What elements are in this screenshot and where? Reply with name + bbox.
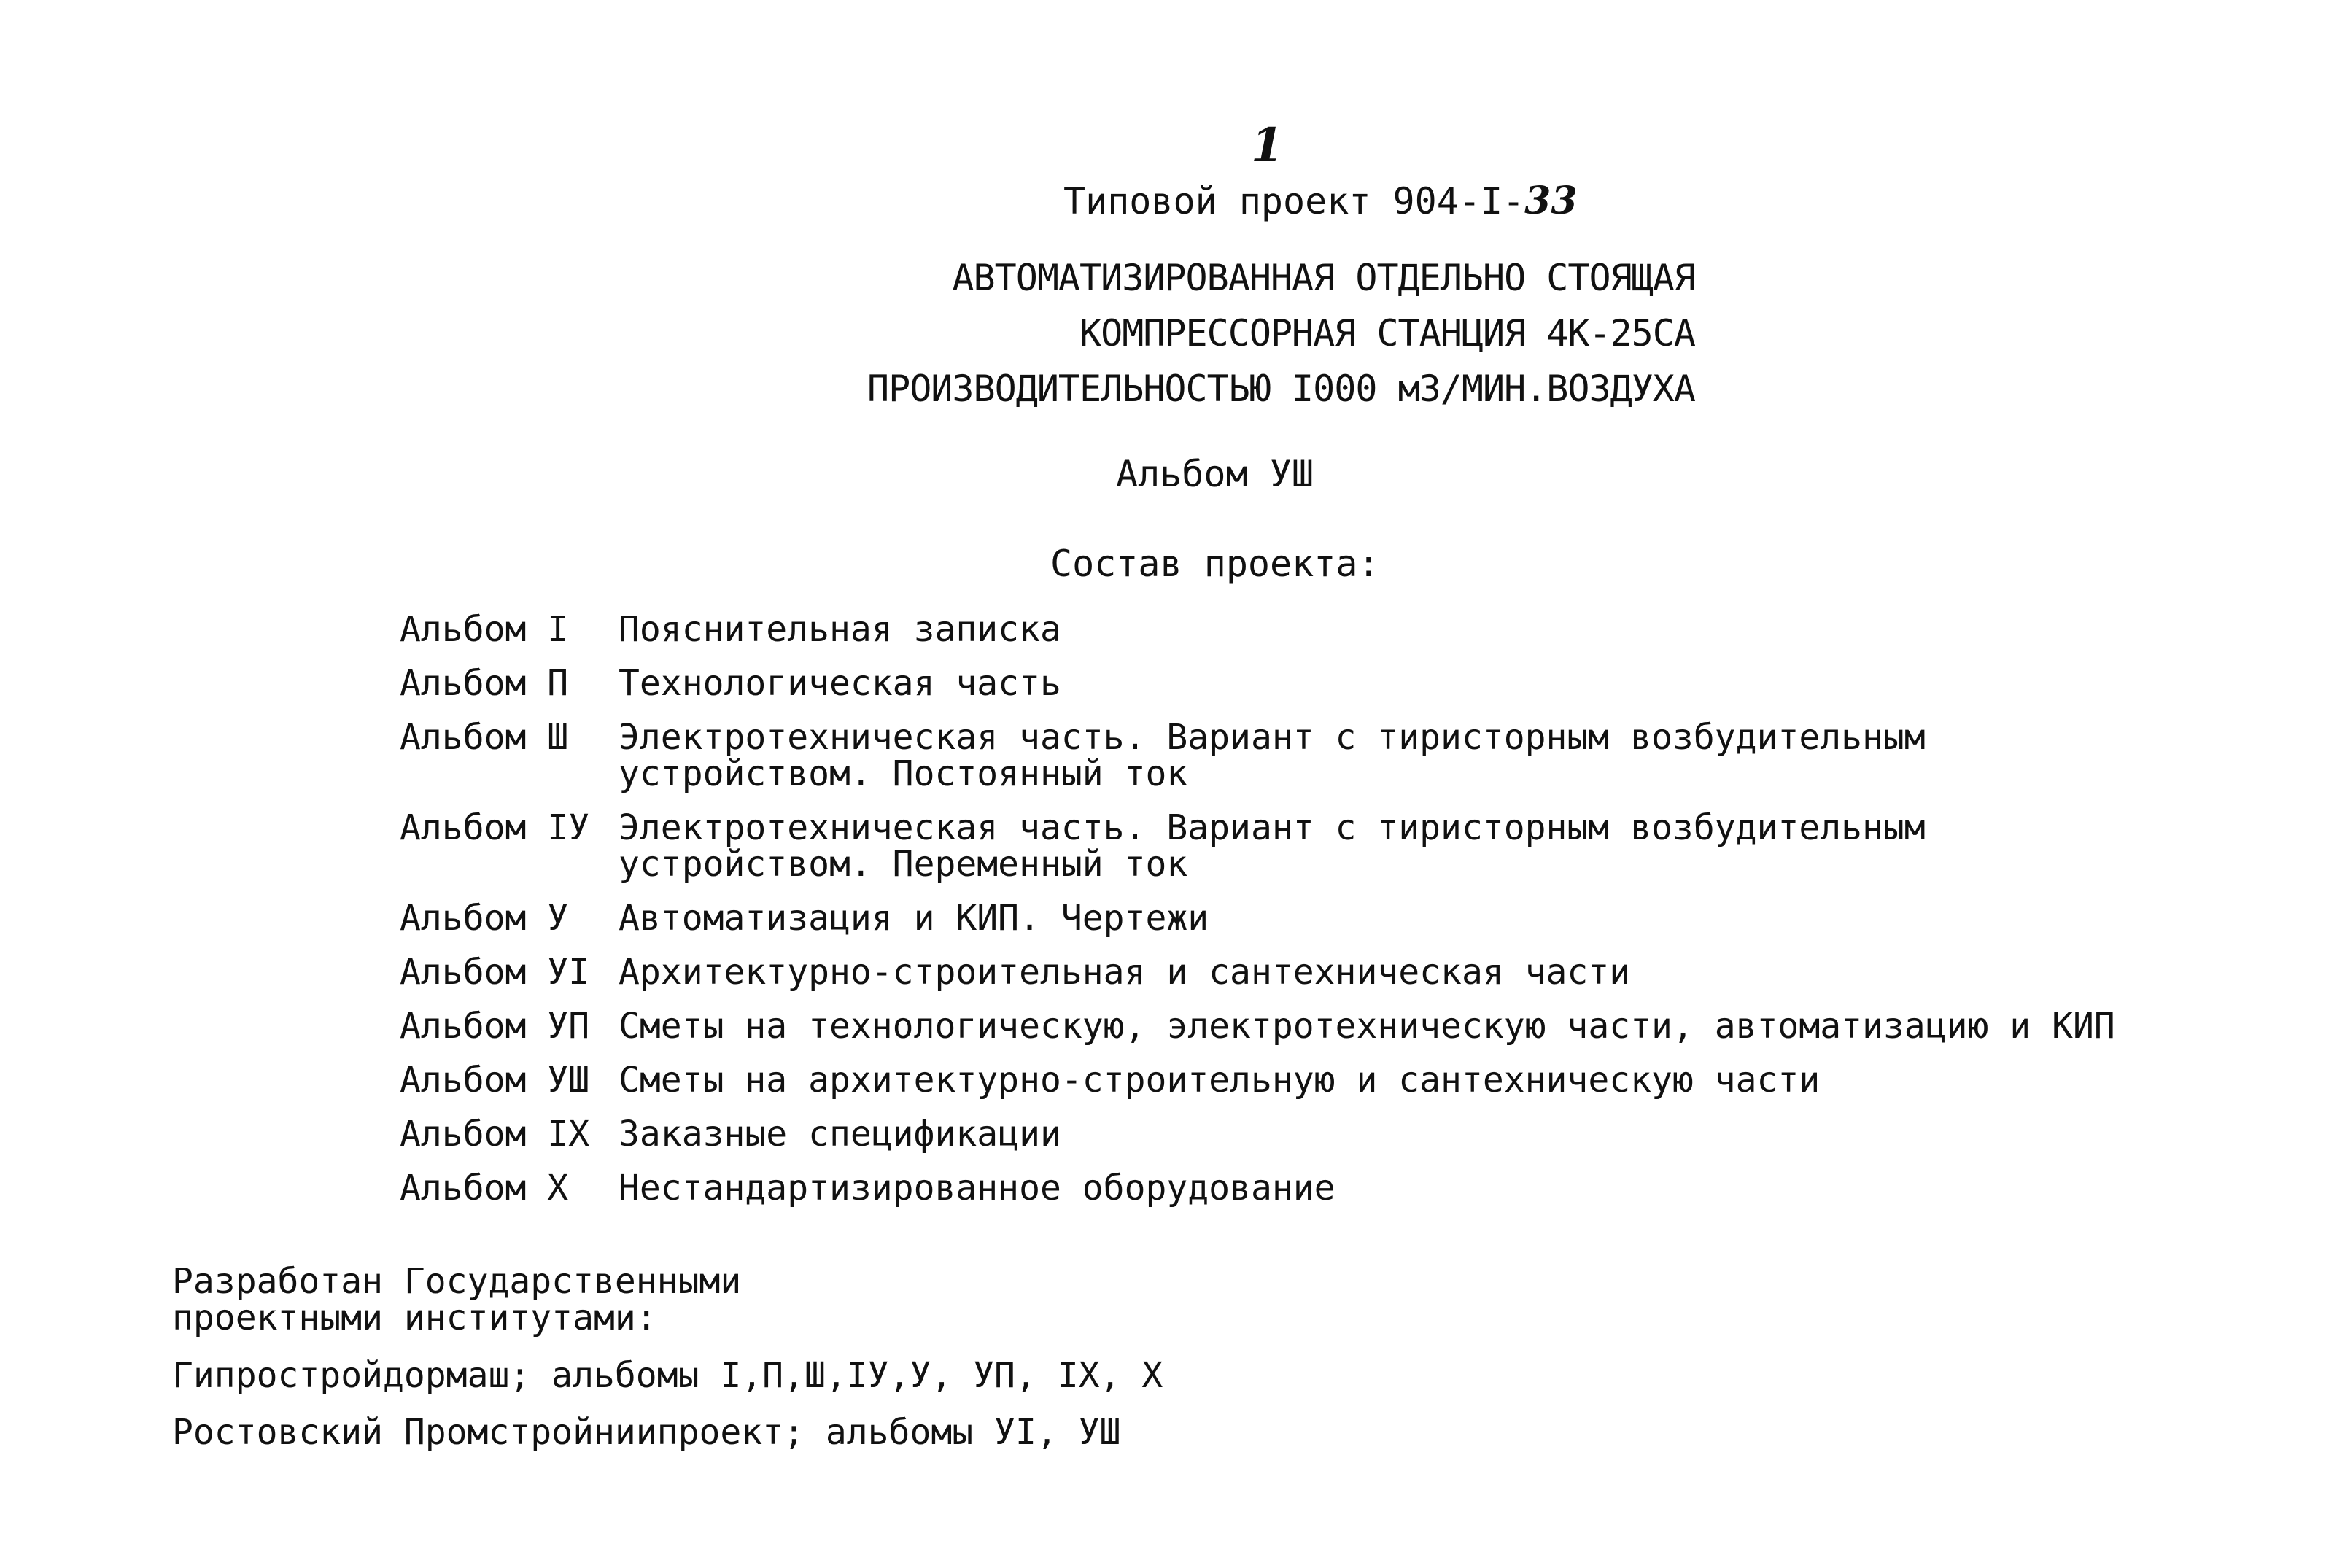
project-number-handwritten: 33 xyxy=(1524,179,1578,223)
album-description xyxy=(619,1116,2223,1152)
album-description xyxy=(619,1170,2223,1206)
album-row xyxy=(400,807,2223,900)
album-label: Альбом П xyxy=(400,663,569,704)
title-line-1: АВТОМАТИЗИРОВАННАЯ ОТДЕЛЬНО СТОЯЩАЯ xyxy=(952,257,1695,299)
project-designation xyxy=(1063,179,1578,223)
contents-heading: Состав проекта: xyxy=(1050,543,1380,585)
album-label: Альбом IX xyxy=(400,1114,590,1154)
album-description-line: устройством. Переменный ток xyxy=(619,844,1188,885)
album-description-line: Технологическая часть xyxy=(619,663,1061,704)
album-description xyxy=(619,807,2223,885)
developed-by-heading xyxy=(172,1263,741,1336)
album-row xyxy=(400,1116,2223,1170)
album-label: Альбом X xyxy=(400,1168,569,1208)
album-row xyxy=(400,1062,2223,1116)
album-description xyxy=(619,898,2223,939)
album-description xyxy=(619,952,2223,993)
album-row xyxy=(400,900,2223,954)
album-description xyxy=(619,665,2223,702)
album-description-line: Сметы на архитектурно-строительную и сантехническую части xyxy=(619,1060,1821,1101)
album-description-line: Пояснительная записка xyxy=(619,609,1061,650)
album-description-line: Сметы на технологическую, электротехническую части, автоматизацию и КИП xyxy=(619,1006,2115,1047)
album-list xyxy=(400,611,2223,1224)
album-row xyxy=(400,954,2223,1008)
album-description xyxy=(619,1060,2223,1101)
album-row xyxy=(400,719,2223,810)
title-line-3: ПРОИЗВОДИТЕЛЬНОСТЬЮ I000 м3/МИН.ВОЗДУХА xyxy=(867,368,1695,410)
developer-entry: Гипростройдормаш; альбомы I,П,Ш,IУ,У, УП, IX, X xyxy=(172,1355,1163,1396)
album-description xyxy=(619,1006,2223,1047)
album-row xyxy=(400,665,2223,719)
album-row xyxy=(400,1170,2223,1224)
album-description-line: Архитектурно-строительная и сантехническая части xyxy=(619,952,1631,993)
album-description-line: Электротехническая часть. Вариант с тиристорным возбудительным xyxy=(619,717,1926,758)
album-label: Альбом IУ xyxy=(400,807,590,848)
album-description-line: Автоматизация и КИП. Чертежи xyxy=(619,898,1209,939)
developed-by-line: Разработан Государственными xyxy=(172,1261,742,1302)
developed-by-line: проектными институтами: xyxy=(172,1297,657,1338)
page-number: 1 xyxy=(1251,118,1284,173)
album-description-line: Электротехническая часть. Вариант с тиристорным возбудительным xyxy=(619,807,1926,848)
album-description xyxy=(619,611,2223,648)
album-description-line: Нестандартизированное оборудование xyxy=(619,1168,1335,1208)
album-description-line: Заказные спецификации xyxy=(619,1114,1061,1154)
project-prefix: Типовой проект 904-I- xyxy=(1063,180,1525,222)
album-label: Альбом УШ xyxy=(400,1060,590,1101)
title-line-2: КОМПРЕССОРНАЯ СТАНЦИЯ 4К-25СА xyxy=(1079,312,1695,354)
album-row xyxy=(400,611,2223,665)
album-label: Альбом Ш xyxy=(400,717,569,758)
album-description xyxy=(619,719,2223,792)
album-label: Альбом УI xyxy=(400,952,590,993)
album-description-line: устройством. Постоянный ток xyxy=(619,753,1188,794)
album-row xyxy=(400,1008,2223,1062)
album-label: Альбом УП xyxy=(400,1006,590,1047)
album-label: Альбом I xyxy=(400,609,569,650)
album-heading: Альбом УШ xyxy=(1116,453,1314,495)
developer-entry: Ростовский Промстройниипроект; альбомы УI, УШ xyxy=(172,1412,1121,1453)
album-label: Альбом У xyxy=(400,898,569,939)
